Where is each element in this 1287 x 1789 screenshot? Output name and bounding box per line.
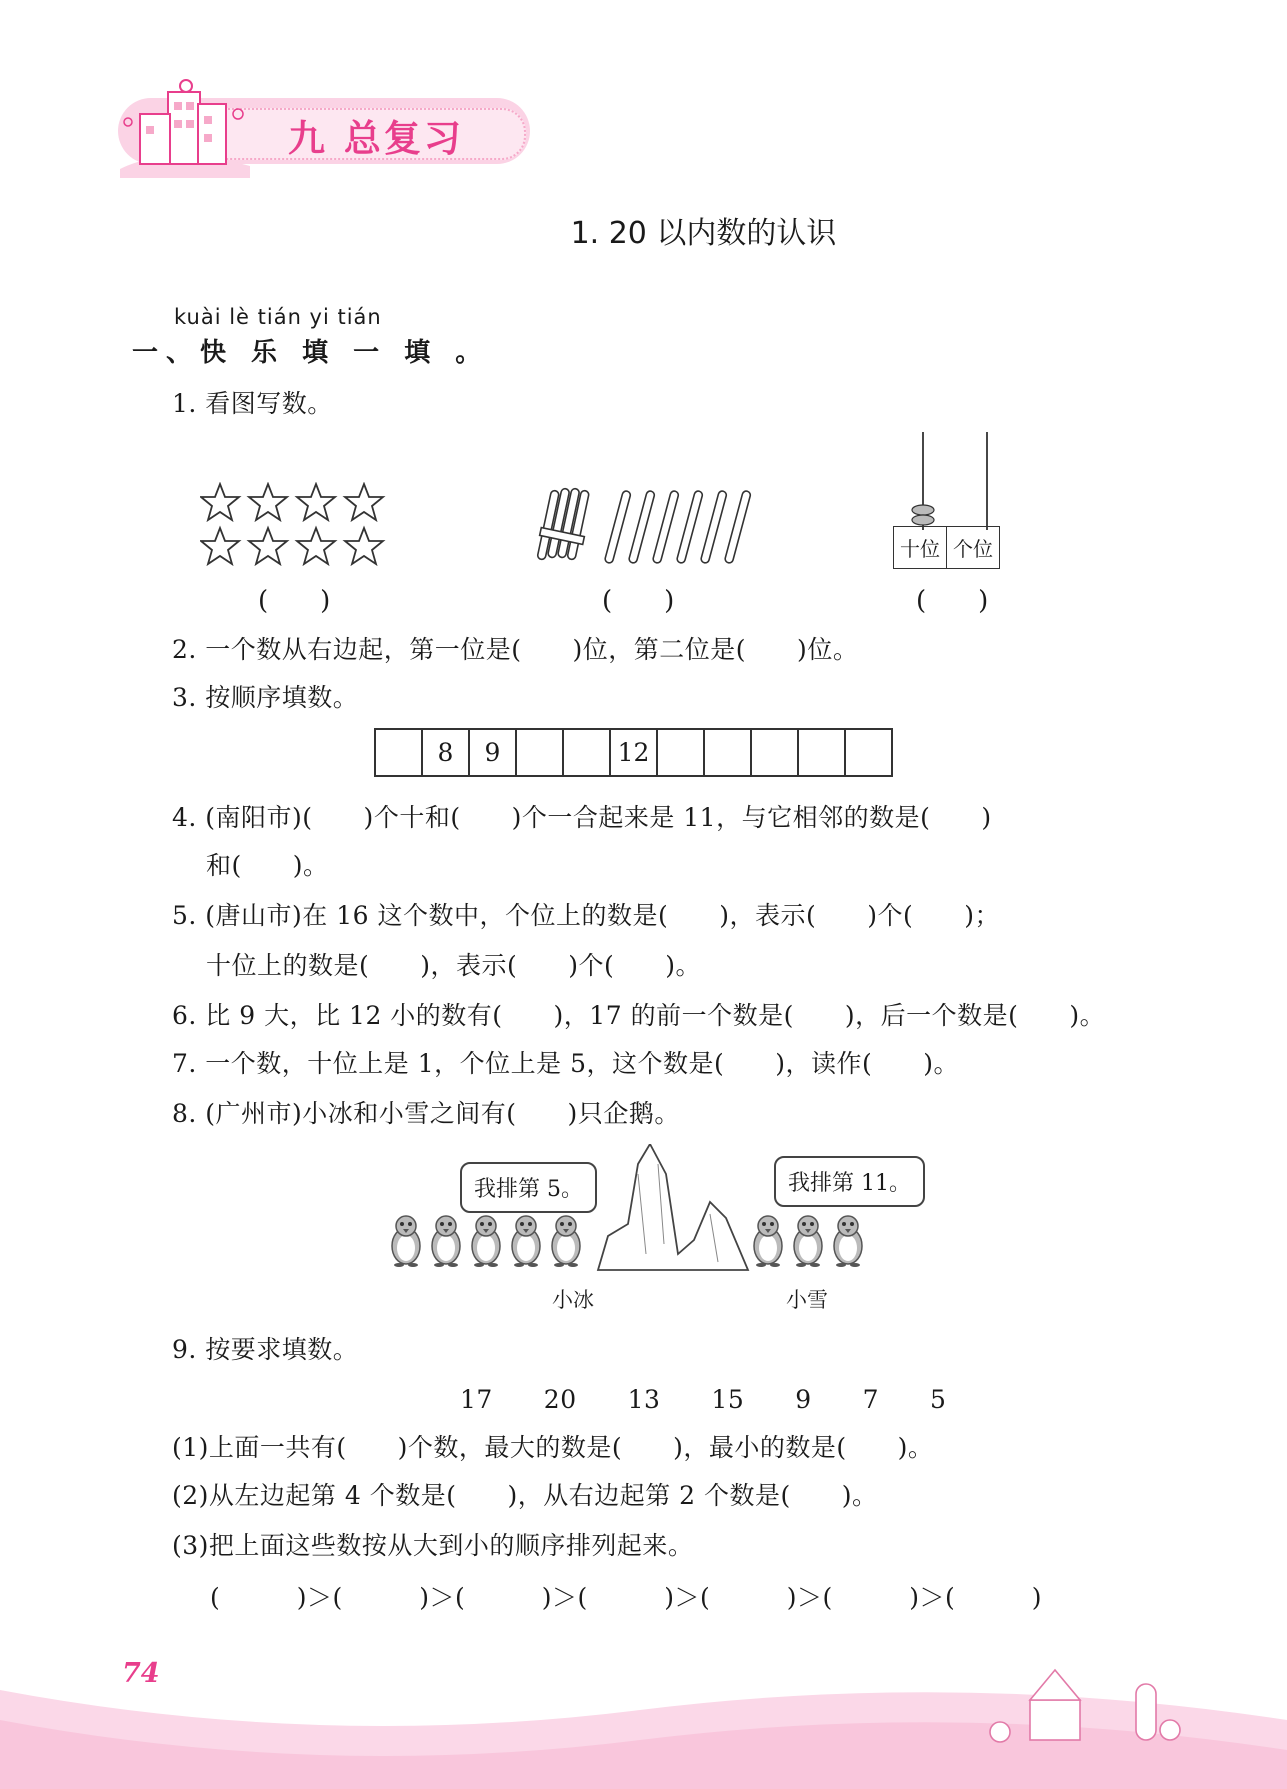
label-xiaoxue: 小雪 — [786, 1288, 828, 1312]
q9-sub-2: (2)从左边起第 4 个数是( )，从右边起第 2 个数是( )。 — [172, 1481, 878, 1510]
q8-text: 8. (广州市)小冰和小雪之间有( )只企鹅。 — [172, 1099, 680, 1128]
star-icon — [249, 528, 287, 564]
penguin-icon — [432, 1216, 460, 1267]
sequence-cell: 8 — [422, 729, 469, 776]
penguin-icon — [512, 1216, 540, 1267]
sequence-cell[interactable] — [798, 729, 845, 776]
label-xiaobing: 小冰 — [552, 1288, 594, 1312]
ones-label: 个位 — [947, 527, 1000, 569]
sequence-cell[interactable] — [751, 729, 798, 776]
q4-line-2: 和( )。 — [206, 851, 329, 880]
sticks-bundle-picture — [534, 486, 754, 572]
q9-numbers: 17 20 13 15 9 7 5 — [460, 1385, 947, 1414]
speech-bubble-left: 我排第 5。 — [460, 1162, 597, 1213]
star-icon — [249, 484, 287, 520]
sequence-cell[interactable] — [516, 729, 563, 776]
iceberg-icon — [598, 1144, 748, 1270]
lesson-title: 1. 20 以内数的认识 — [570, 216, 837, 251]
sequence-cell[interactable] — [375, 729, 422, 776]
q9-order-blanks[interactable]: ( )＞( )＞( )＞( )＞( )＞( )＞( ) — [210, 1583, 1043, 1612]
q1-blank-1[interactable]: ( ) — [258, 586, 331, 616]
sequence-cell: 9 — [469, 729, 516, 776]
q9-sub-3: (3)把上面这些数按从大到小的顺序排列起来。 — [172, 1531, 694, 1560]
q7-text: 7. 一个数，十位上是 1，个位上是 5，这个数是( )，读作( )。 — [172, 1049, 960, 1078]
sequence-cell: 12 — [610, 729, 657, 776]
q1-blank-3[interactable]: ( ) — [916, 586, 989, 616]
q5-line-1: 5. (唐山市)在 16 这个数中，个位上的数是( )，表示( )个( )； — [172, 901, 1001, 930]
sequence-cell[interactable] — [563, 729, 610, 776]
penguin-icon — [552, 1216, 580, 1267]
penguin-icon — [392, 1216, 420, 1267]
sequence-cell[interactable] — [704, 729, 751, 776]
q9-sub-1: (1)上面一共有( )个数，最大的数是( )，最小的数是( )。 — [172, 1433, 934, 1462]
q6-text: 6. 比 9 大，比 12 小的数有( )，17 的前一个数是( )，后一个数是( )。 — [172, 1001, 1106, 1030]
star-icon — [201, 484, 239, 520]
star-icon — [297, 484, 335, 520]
building-illustration — [110, 74, 260, 178]
penguin-iceberg-picture — [388, 1144, 898, 1284]
q4-line-1: 4. (南阳市)( )个十和( )个一合起来是 11，与它相邻的数是( ) — [172, 803, 992, 832]
speech-bubble-right: 我排第 11。 — [774, 1156, 925, 1207]
section-title: 一、快 乐 填 一 填 。 — [132, 338, 490, 368]
sequence-cell[interactable] — [657, 729, 704, 776]
penguin-icon — [794, 1216, 822, 1267]
star-icon — [345, 528, 383, 564]
penguin-icon — [472, 1216, 500, 1267]
abacus-rods — [893, 432, 1023, 530]
penguin-icon — [834, 1216, 862, 1267]
footer-wave — [0, 1640, 1287, 1789]
star-icon — [345, 484, 383, 520]
q5-line-2: 十位上的数是( )，表示( )个( )。 — [206, 951, 702, 980]
stars-picture — [200, 482, 400, 568]
sequence-cell[interactable] — [845, 729, 892, 776]
q9-text: 9. 按要求填数。 — [172, 1335, 359, 1364]
penguin-icon — [754, 1216, 782, 1267]
chapter-title: 九 总复习 — [288, 117, 464, 160]
star-icon — [297, 528, 335, 564]
sequence-table — [374, 728, 893, 777]
tens-label: 十位 — [894, 527, 947, 569]
q3-text: 3. 按顺序填数。 — [172, 683, 359, 712]
page-number: 74 — [122, 1658, 160, 1689]
section-pinyin: kuài lè tián yi tián — [174, 305, 382, 329]
bead-icon — [912, 515, 934, 525]
place-value-box — [893, 526, 1000, 569]
star-icon — [201, 528, 239, 564]
q2-text: 2. 一个数从右边起，第一位是( )位，第二位是( )位。 — [172, 635, 859, 664]
q1-blank-2[interactable]: ( ) — [602, 586, 675, 616]
q1-text: 1. 看图写数。 — [172, 389, 333, 418]
bead-icon — [912, 505, 934, 515]
